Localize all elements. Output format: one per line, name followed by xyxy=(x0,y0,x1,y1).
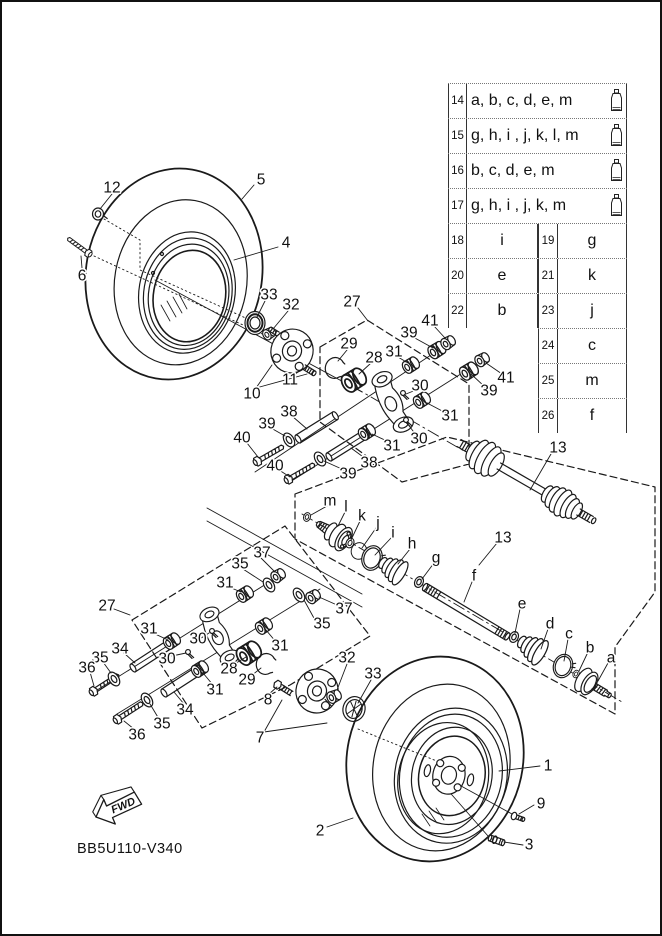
callout-38: 38 xyxy=(280,403,298,421)
grease-tube-icon xyxy=(610,193,623,220)
table-row xyxy=(538,398,627,433)
grease-tube-icon xyxy=(610,123,623,150)
callout-l: l xyxy=(344,498,348,516)
callout-28: 28 xyxy=(365,349,383,367)
parts-table-right xyxy=(538,328,627,433)
drive-shaft-assembled xyxy=(450,428,604,537)
rim-hatch xyxy=(161,294,187,321)
applicability-cell: b xyxy=(467,294,538,328)
ref-num-cell: 19 xyxy=(538,224,558,258)
ref-num-cell: 16 xyxy=(448,154,467,188)
hub-cap-33 xyxy=(340,694,368,724)
table-row xyxy=(538,328,627,363)
callout-i: i xyxy=(391,524,395,542)
callout-d: d xyxy=(545,615,555,633)
applicability-cell: g, h, i , j, k, m xyxy=(467,189,627,223)
callout-9: 9 xyxy=(536,795,546,813)
callout-39: 39 xyxy=(339,465,357,483)
callout-13: 13 xyxy=(494,529,512,547)
callout-6: 6 xyxy=(77,267,87,285)
callout-k: k xyxy=(358,507,366,525)
callout-2: 2 xyxy=(315,822,325,840)
callout-37: 37 xyxy=(253,544,271,562)
callout-37: 37 xyxy=(335,600,353,618)
nut-37b xyxy=(304,588,323,606)
valve-stem-3 xyxy=(487,834,506,847)
ref-num-cell: 24 xyxy=(538,329,558,363)
callout-41: 41 xyxy=(497,369,515,387)
callout-e: e xyxy=(517,595,527,613)
fwd-label: FWD xyxy=(109,795,138,817)
oring-m xyxy=(302,512,311,523)
callout-c: c xyxy=(565,625,573,643)
applicability-cell: k xyxy=(558,259,627,293)
callout-33: 33 xyxy=(364,665,382,683)
callout-31: 31 xyxy=(140,620,158,638)
callout-30: 30 xyxy=(411,377,429,395)
callout-31: 31 xyxy=(441,407,459,425)
pivot-shaft-38a xyxy=(294,411,340,444)
applicability-cell: j xyxy=(558,294,627,328)
ref-num-cell: 18 xyxy=(448,224,467,258)
applicability-cell: c xyxy=(558,329,627,363)
callout-39: 39 xyxy=(400,324,418,342)
callout-11: 11 xyxy=(281,371,299,389)
callout-27: 27 xyxy=(98,597,116,615)
callout-38: 38 xyxy=(360,454,378,472)
bushing-31c xyxy=(356,422,377,442)
bushing-31f xyxy=(234,584,255,604)
bushing-31e xyxy=(189,659,210,679)
applicability-cell: i xyxy=(467,224,538,258)
bolt-40b xyxy=(283,460,317,485)
table-row xyxy=(448,83,627,118)
callout-32: 32 xyxy=(338,649,356,667)
callout-40: 40 xyxy=(233,429,251,447)
ref-num-cell: 25 xyxy=(538,364,558,398)
callout-12: 12 xyxy=(103,179,121,197)
bushing-31a xyxy=(400,355,421,375)
callout-36: 36 xyxy=(78,659,96,677)
washer-35b xyxy=(106,670,122,688)
applicability-cell: b, c, d, e, m xyxy=(467,154,627,188)
applicability-cell: g, h, i , j, k, l, m xyxy=(467,119,627,153)
collar-28b xyxy=(234,639,265,668)
callout-g: g xyxy=(431,549,441,567)
callout-28: 28 xyxy=(220,660,238,678)
callout-41: 41 xyxy=(421,312,439,330)
callout-32: 32 xyxy=(282,296,300,314)
applicability-cell: e xyxy=(467,259,538,293)
fwd-arrow xyxy=(88,782,145,830)
ref-num-cell: 15 xyxy=(448,119,467,153)
collar-28 xyxy=(339,366,370,395)
applicability-cell: g xyxy=(558,224,627,258)
callout-a: a xyxy=(606,649,616,667)
callout-39: 39 xyxy=(258,415,276,433)
table-row xyxy=(448,258,627,293)
table-row xyxy=(538,363,627,398)
applicability-cell: a, b, c, d, e, m xyxy=(467,84,627,118)
callout-30: 30 xyxy=(410,430,428,448)
front-wheel xyxy=(69,154,279,393)
callout-35: 35 xyxy=(231,555,249,573)
callout-33: 33 xyxy=(260,286,278,304)
callout-8: 8 xyxy=(263,691,273,709)
callout-35: 35 xyxy=(91,649,109,667)
callout-f: f xyxy=(471,567,477,585)
rear-wheel xyxy=(328,640,543,878)
callout-31: 31 xyxy=(216,574,234,592)
callout-34: 34 xyxy=(176,701,194,719)
table-row xyxy=(448,223,627,258)
ref-num-cell: 20 xyxy=(448,259,467,293)
callout-40: 40 xyxy=(266,457,284,475)
ref-num-cell: 14 xyxy=(448,84,467,118)
callout-30: 30 xyxy=(189,630,207,648)
callout-13: 13 xyxy=(549,439,567,457)
callout-31: 31 xyxy=(385,343,403,361)
table-row xyxy=(448,293,627,328)
callout-b: b xyxy=(585,639,595,657)
connector-lines xyxy=(207,508,362,607)
part-code: BB5U110-V340 xyxy=(77,841,183,857)
grease-pin-30d xyxy=(185,649,194,660)
bolt-36b xyxy=(112,699,146,725)
callout-39: 39 xyxy=(480,382,498,400)
ref-num-cell: 22 xyxy=(448,294,467,328)
callout-j: j xyxy=(376,514,380,532)
rear-hub-assembly xyxy=(272,664,368,724)
grease-tube-icon xyxy=(610,158,623,185)
table-row xyxy=(448,188,627,223)
callout-31: 31 xyxy=(383,437,401,455)
callout-h: h xyxy=(407,535,417,553)
parts-table xyxy=(448,83,627,223)
callout-36: 36 xyxy=(128,726,146,744)
callout-1: 1 xyxy=(543,757,553,775)
callout-31: 31 xyxy=(206,681,224,699)
callout-3: 3 xyxy=(524,836,534,854)
applicability-cell: f xyxy=(558,399,627,433)
callout-35: 35 xyxy=(153,715,171,733)
valve-bolt-9 xyxy=(510,812,526,824)
callout-31: 31 xyxy=(271,637,289,655)
ref-num-cell: 26 xyxy=(538,399,558,433)
callout-7: 7 xyxy=(255,729,265,747)
callout-4: 4 xyxy=(281,234,291,252)
ref-num-cell: 17 xyxy=(448,189,467,223)
callout-m: m xyxy=(323,492,337,510)
parts-table-pairs xyxy=(448,223,627,328)
callout-10: 10 xyxy=(243,385,261,403)
ref-num-cell: 21 xyxy=(538,259,558,293)
wheel-bearing-33 xyxy=(245,312,265,335)
callout-29: 29 xyxy=(238,671,256,689)
callout-5: 5 xyxy=(256,171,266,189)
callout-34: 34 xyxy=(111,640,129,658)
applicability-cell: m xyxy=(558,364,627,398)
callout-35: 35 xyxy=(313,615,331,633)
callout-29: 29 xyxy=(340,335,358,353)
table-row xyxy=(448,153,627,188)
callout-30: 30 xyxy=(158,650,176,668)
callout-27: 27 xyxy=(343,293,361,311)
grease-tube-icon xyxy=(610,88,623,115)
table-row xyxy=(448,118,627,153)
ref-num-cell: 23 xyxy=(538,294,558,328)
